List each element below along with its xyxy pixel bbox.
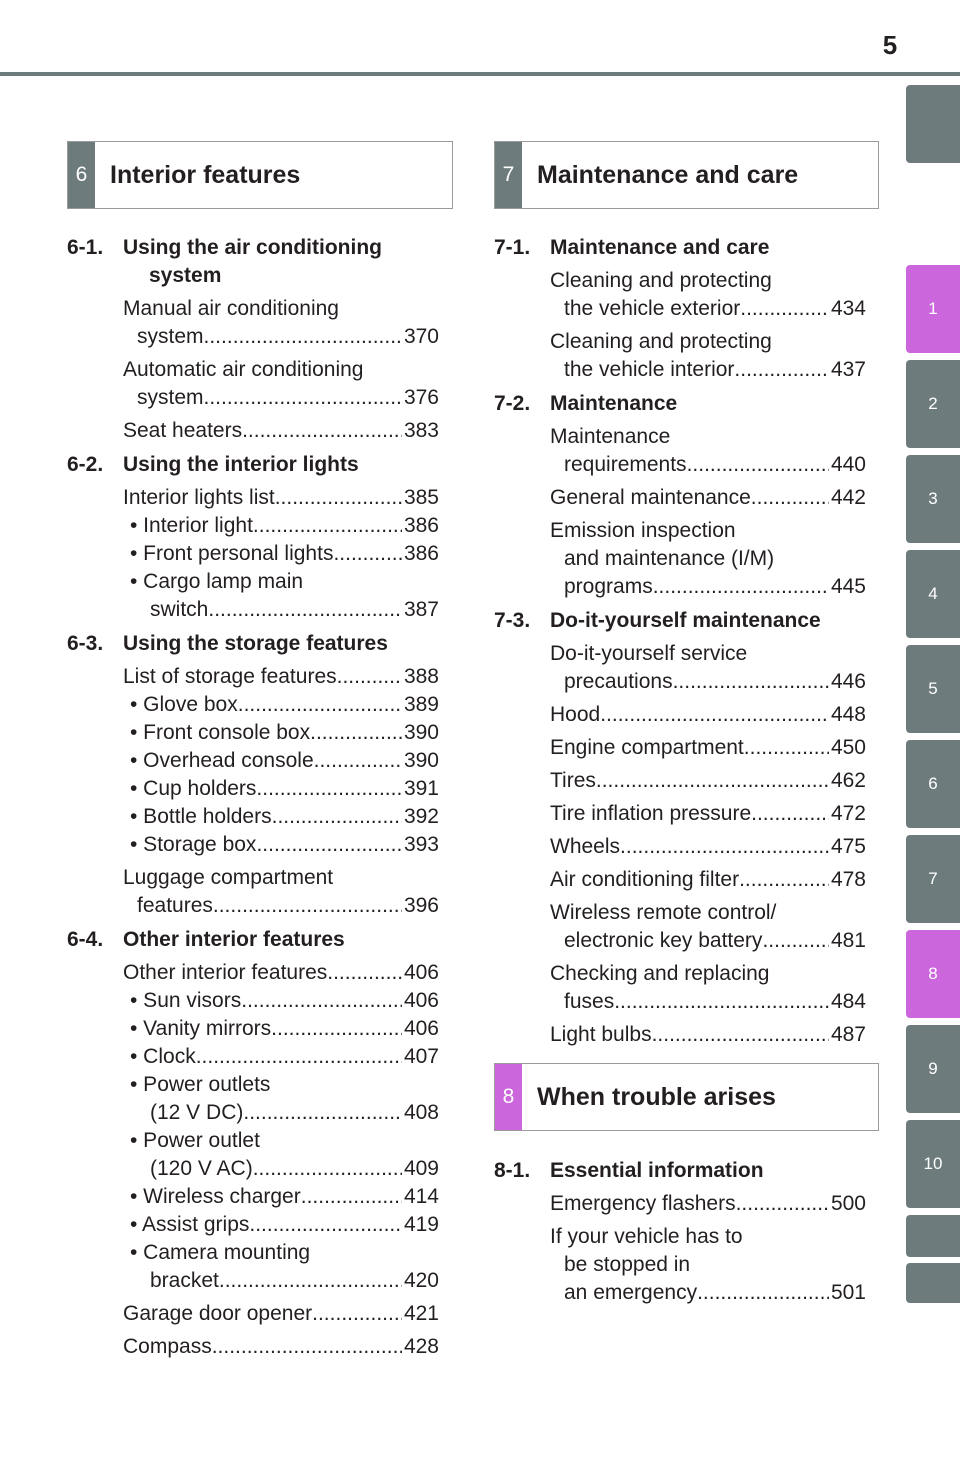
section-title: Maintenance and care: [537, 160, 799, 189]
toc-entry[interactable]: Cleaning and protecting the vehicle exterior ..... 434: [550, 267, 866, 323]
toc-right-column: [494, 234, 866, 1055]
toc-entry[interactable]: Interior lights list ..... 385: [123, 484, 439, 512]
toc-entry[interactable]: Maintenance requirements ..... 440: [550, 423, 866, 479]
toc-group-6-3: [67, 630, 439, 920]
toc-entry[interactable]: Tire inflation pressure ..... 472: [550, 800, 866, 828]
toc-entry[interactable]: Automatic air conditioning system ..... 376: [123, 356, 439, 412]
toc-subentry[interactable]: • Sun visors ..... 406: [123, 987, 439, 1015]
toc-subentry[interactable]: • Overhead console ..... 390: [123, 747, 439, 775]
toc-entry[interactable]: Air conditioning filter ..... 478: [550, 866, 866, 894]
header-rule: [0, 72, 960, 76]
toc-group-heading[interactable]: 6-4. Other interior features: [67, 928, 345, 951]
tab-label: 2: [928, 394, 938, 413]
toc-entry[interactable]: Emergency flashers ..... 500: [550, 1190, 866, 1218]
toc-entry[interactable]: Wireless remote control/ electronic key battery ..... 481: [550, 899, 866, 955]
section-title: Interior features: [110, 160, 301, 189]
toc-group-heading[interactable]: 6-2. Using the interior lights: [67, 453, 359, 476]
toc-entry[interactable]: Compass ..... 428: [123, 1333, 439, 1361]
toc-group-heading[interactable]: 8-1. Essential information: [494, 1159, 764, 1182]
toc-group-6-1: [67, 234, 439, 445]
toc-group-8-1: [494, 1157, 866, 1307]
toc-subentry[interactable]: • Wireless charger ..... 414: [123, 1183, 439, 1211]
toc-entry[interactable]: Garage door opener ..... 421: [123, 1300, 439, 1328]
toc-subentry[interactable]: • Interior light ..... 386: [123, 512, 439, 540]
section-number: 7: [495, 142, 522, 208]
tab-blank-a[interactable]: [906, 1215, 960, 1257]
toc-entry[interactable]: Light bulbs ..... 487: [550, 1021, 866, 1049]
tab-label: 3: [928, 489, 938, 508]
tab-5[interactable]: [906, 645, 960, 733]
toc-entry[interactable]: Other interior features ..... 406: [123, 959, 439, 987]
toc-entry[interactable]: Tires ..... 462: [550, 767, 866, 795]
tab-label: 1: [928, 299, 938, 318]
page-number: 5: [882, 30, 898, 60]
toc-group-7-2: [494, 390, 866, 601]
tab-label: 6: [928, 774, 938, 793]
tab-10[interactable]: [906, 1120, 960, 1208]
tab-8[interactable]: [906, 930, 960, 1018]
tab-9[interactable]: [906, 1025, 960, 1113]
toc-entry[interactable]: Cleaning and protecting the vehicle interior ..... 437: [550, 328, 866, 384]
toc-entry[interactable]: Manual air conditioning system ..... 370: [123, 295, 439, 351]
toc-left-column: [67, 234, 439, 1367]
tab-label: 4: [928, 584, 938, 603]
tab-label: 8: [928, 964, 938, 983]
toc-group-heading[interactable]: 7-3. Do-it-yourself maintenance: [494, 609, 821, 632]
toc-subentry[interactable]: • Bottle holders ..... 392: [123, 803, 439, 831]
section-title: When trouble arises: [537, 1082, 776, 1111]
toc-entry[interactable]: Wheels ..... 475: [550, 833, 866, 861]
section-header-6: [67, 141, 453, 209]
toc-subentry[interactable]: • Cup holders ..... 391: [123, 775, 439, 803]
toc-group-7-1: [494, 234, 866, 384]
section-number: 6: [68, 142, 95, 208]
toc-subentry[interactable]: • Power outlet (120 V AC) ..... 409: [123, 1127, 439, 1183]
toc-subentry[interactable]: • Front personal lights ..... 386: [123, 540, 439, 568]
toc-group-6-2: [67, 451, 439, 624]
toc-entry[interactable]: Seat heaters ..... 383: [123, 417, 439, 445]
tab-4[interactable]: [906, 550, 960, 638]
toc-group-heading[interactable]: 7-2. Maintenance: [494, 392, 678, 415]
toc-group-heading[interactable]: 6-3. Using the storage features: [67, 632, 388, 655]
toc-subentry[interactable]: • Assist grips ..... 419: [123, 1211, 439, 1239]
toc-subentry[interactable]: • Vanity mirrors ..... 406: [123, 1015, 439, 1043]
tab-blank-top[interactable]: [906, 85, 960, 163]
tab-blank-b[interactable]: [906, 1263, 960, 1303]
tab-label: 7: [928, 869, 938, 888]
toc-entry[interactable]: Emission inspection and maintenance (I/M) programs ..... 445: [550, 517, 866, 601]
toc-subentries: [123, 987, 439, 1295]
toc-group-heading[interactable]: 6-1. Using the air conditioning system: [67, 236, 382, 287]
tab-3[interactable]: [906, 455, 960, 543]
toc-group-7-3: [494, 607, 866, 1049]
toc-entry[interactable]: Checking and replacing fuses ..... 484: [550, 960, 866, 1016]
toc-entry[interactable]: General maintenance ..... 442: [550, 484, 866, 512]
section-header-7: [494, 141, 879, 209]
toc-right-column-section-8: [494, 1157, 866, 1313]
tab-6[interactable]: [906, 740, 960, 828]
toc-subentry[interactable]: • Cargo lamp main switch ..... 387: [123, 568, 439, 624]
tab-label: 5: [928, 679, 938, 698]
toc-subentry[interactable]: • Power outlets (12 V DC) ..... 408: [123, 1071, 439, 1127]
toc-subentries: [123, 691, 439, 859]
toc-group-heading[interactable]: 7-1. Maintenance and care: [494, 236, 770, 259]
toc-subentry[interactable]: • Glove box ..... 389: [123, 691, 439, 719]
tab-2[interactable]: [906, 360, 960, 448]
toc-entry[interactable]: Luggage compartment features ..... 396: [123, 864, 439, 920]
tab-label: 9: [928, 1059, 938, 1078]
toc-entry[interactable]: List of storage features ..... 388: [123, 663, 439, 691]
toc-entry[interactable]: Engine compartment ..... 450: [550, 734, 866, 762]
toc-subentry[interactable]: • Storage box ..... 393: [123, 831, 439, 859]
toc-entry[interactable]: Do-it-yourself service precautions ..... 446: [550, 640, 866, 696]
toc-subentries: [123, 512, 439, 624]
tab-7[interactable]: [906, 835, 960, 923]
toc-subentry[interactable]: • Front console box ..... 390: [123, 719, 439, 747]
section-number: 8: [495, 1064, 522, 1130]
section-header-8: [494, 1063, 879, 1131]
toc-entry[interactable]: Hood ..... 448: [550, 701, 866, 729]
tab-1[interactable]: [906, 265, 960, 353]
toc-subentry[interactable]: • Clock ..... 407: [123, 1043, 439, 1071]
toc-subentry[interactable]: • Camera mounting bracket ..... 420: [123, 1239, 439, 1295]
toc-group-6-4: [67, 926, 439, 1361]
tab-label: 10: [923, 1154, 943, 1173]
toc-entry[interactable]: If your vehicle has to be stopped in an emergency ..... 501: [550, 1223, 866, 1307]
